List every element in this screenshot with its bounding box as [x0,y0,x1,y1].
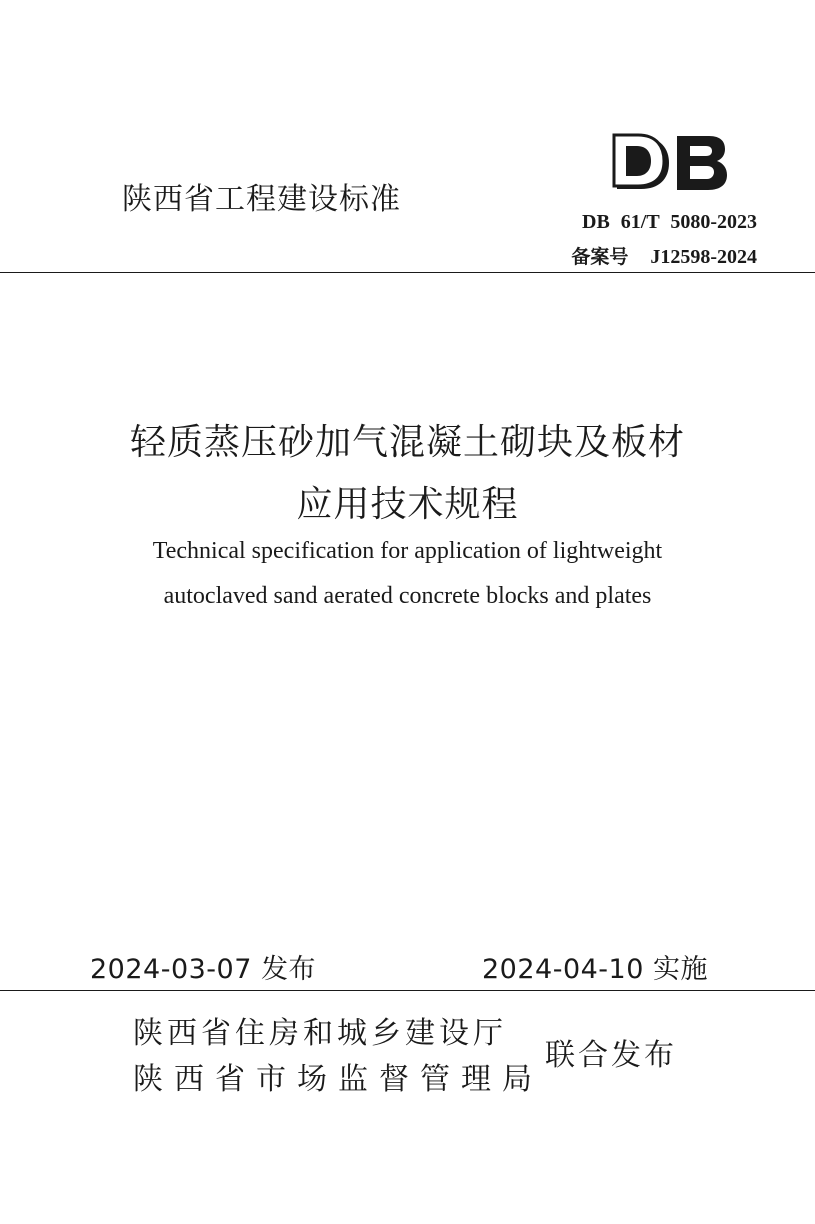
db-logo-letter-d [614,135,669,189]
joint-release-label: 联合发布 [545,1038,677,1073]
title-en-line1: Technical specification for application of lightweight [152,538,663,564]
issue-date: 2024-03-07 发布 [90,954,316,985]
record-value: J12598-2024 [650,246,757,268]
header-divider [0,272,815,273]
issuer-market-admin: 陕西省市场监督管理局 [133,1062,543,1097]
title-en-line2: autoclaved sand aerated concrete blocks and plates [163,583,652,609]
issuer-housing-dept: 陕西省住房和城乡建设厅 [133,1016,507,1051]
series-title: 陕西省工程建设标准 [122,182,401,217]
title-zh-line2: 应用技术规程 [296,484,519,525]
standard-number: DB 61/T 5080-2023 [582,211,757,233]
db-logo [611,133,729,193]
footer-divider [0,990,815,991]
record-label: 备案号 [571,246,629,268]
implementation-date: 2024-04-10 实施 [482,954,708,985]
record-number [571,242,757,269]
db-logo-letter-b [677,136,727,190]
title-zh-line1: 轻质蒸压砂加气混凝土砌块及板材 [129,422,685,463]
